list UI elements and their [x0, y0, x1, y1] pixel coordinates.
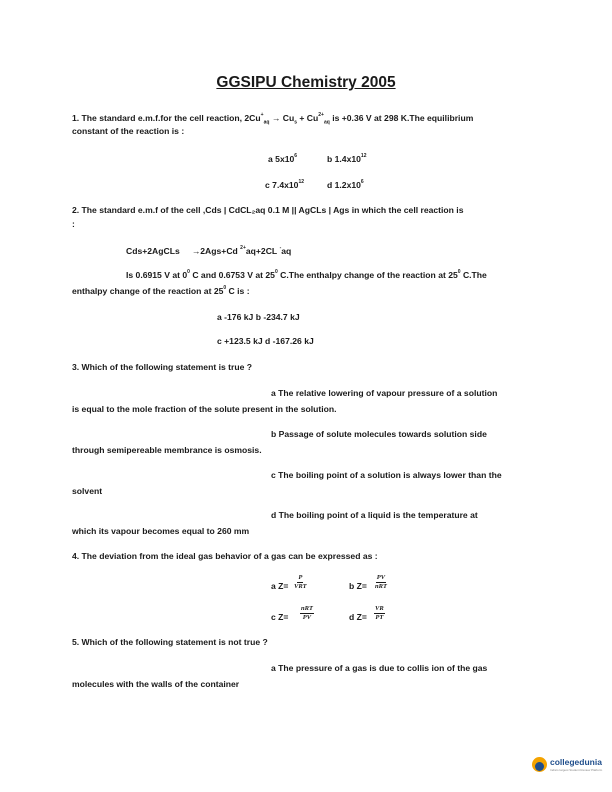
- fraction-denominator: PT: [375, 614, 384, 621]
- q1-opt-d-text: d 1.2x10: [327, 179, 361, 190]
- q2-reaction-part: →2Ags+Cd: [191, 245, 238, 256]
- q1-opt-d-exp: 6: [360, 179, 364, 185]
- q2-line3-part: C.The: [460, 269, 487, 280]
- degree-sup: 0: [223, 285, 227, 291]
- q1-option-a: [268, 152, 297, 165]
- q5-option-a-line1: a The pressure of a gas is due to collis ion of the gas: [271, 663, 488, 673]
- q4-option-d-label: d Z=: [349, 612, 367, 622]
- q2-line3-part: C and 0.6753 V at 25: [189, 269, 275, 280]
- q4-option-a-label: a Z=: [271, 581, 289, 591]
- q1-opt-a-exp: 6: [294, 153, 298, 159]
- q3-option-b-line2: through semipereable membrance is osmosis.: [72, 445, 262, 455]
- q3-option-c-line1: c The boiling point of a solution is always lower than the: [271, 470, 502, 480]
- q2-line3: [126, 268, 487, 281]
- page-title: GGSIPU Chemistry 2005: [216, 74, 396, 91]
- q1-option-b: [327, 152, 366, 165]
- q2-options-ab: a -176 kJ b -234.7 kJ: [217, 312, 300, 322]
- q1-sup: +: [260, 112, 264, 118]
- q3-option-d-line1: d The boiling point of a liquid is the temperature at: [271, 510, 478, 520]
- q4-option-d-fraction: [374, 605, 385, 622]
- logo-tagline: India's largest Student Review Platform: [550, 768, 603, 772]
- q1-sub: aq: [263, 119, 270, 126]
- q2-reaction-part: aq+2CL: [245, 245, 278, 256]
- q1-opt-c-text: c 7.4x10: [265, 179, 299, 190]
- q3-option-a-line2: is equal to the mole fraction of the solute present in the solution.: [72, 404, 337, 414]
- q2-line4-part: enthalpy change of the reaction at 25: [72, 285, 224, 296]
- question-2-line1: 2. The standard e.m.f of the cell ,Cds | CdCL₂aq 0.1 M || AgCLs | Ags in which the cell reaction is: [72, 205, 464, 215]
- q2-options-cd: c +123.5 kJ d -167.26 kJ: [217, 336, 314, 346]
- question-4-text: 4. The deviation from the ideal gas behavior of a gas can be expressed as :: [72, 551, 378, 561]
- q2-reaction-sup: -: [279, 245, 282, 251]
- q4-option-a-fraction: [294, 574, 307, 591]
- q2-reaction: [126, 244, 291, 257]
- q2-line3-part: C.The enthalpy change of the reaction at 25: [277, 269, 458, 280]
- degree-sup: 0: [187, 269, 190, 275]
- q3-option-c-line2: solvent: [72, 486, 103, 496]
- fraction-numerator: nRT: [301, 605, 313, 612]
- logo-text: collegedunia: [550, 757, 602, 767]
- q4-option-b-fraction: [375, 574, 387, 591]
- fraction-numerator: PV: [376, 574, 386, 581]
- q1-opt-b-exp: 12: [360, 153, 367, 159]
- fraction-numerator: VR: [375, 605, 384, 612]
- fraction-denominator: nRT: [375, 583, 387, 590]
- q1-part: + Cu: [297, 112, 319, 123]
- collegedunia-logo[interactable]: [532, 755, 606, 777]
- q1-option-c: [265, 178, 304, 191]
- q1-sup: 2+: [318, 112, 324, 118]
- q4-option-c-fraction: [300, 605, 314, 622]
- question-5-text: 5. Which of the following statement is not true ?: [72, 637, 268, 647]
- degree-sup: 0: [274, 269, 278, 275]
- q2-line3-part: Is 0.6915 V at 0: [126, 269, 188, 280]
- q4-option-c-label: c Z=: [271, 612, 289, 622]
- q2-reaction-part: aq: [281, 245, 292, 256]
- q1-opt-c-exp: 12: [298, 179, 305, 185]
- q3-option-b-line1: b Passage of solute molecules towards solution side: [271, 429, 487, 439]
- q1-sub: s: [294, 119, 298, 126]
- q1-opt-a-text: a 5x10: [268, 153, 295, 164]
- q1-sub: aq: [323, 119, 330, 126]
- fraction-denominator: VRT: [294, 583, 307, 590]
- fraction-denominator: PV: [302, 614, 312, 621]
- question-3-text: 3. Which of the following statement is true ?: [72, 362, 252, 372]
- fraction-numerator: P: [298, 574, 303, 581]
- q1-part: → Cu: [269, 112, 295, 123]
- q2-reaction-sup: 2+: [240, 245, 246, 251]
- q2-line4: [72, 284, 250, 297]
- q4-option-b-label: b Z=: [349, 581, 367, 591]
- q1-opt-b-text: b 1.4x10: [327, 153, 361, 164]
- q2-line4-part: C is :: [226, 285, 250, 296]
- q2-reaction-part: Cds+2AgCLs: [126, 245, 180, 256]
- logo-face-icon: [535, 762, 544, 771]
- logo-mascot-icon: [532, 757, 547, 772]
- question-1-line2: constant of the reaction is :: [72, 126, 185, 136]
- q3-option-a-line1: a The relative lowering of vapour pressure of a solution: [271, 388, 498, 398]
- question-2-line2: :: [72, 219, 75, 229]
- degree-sup: 0: [457, 269, 461, 275]
- q1-part: is +0.36 V at 298 K.The equilibrium: [329, 112, 474, 123]
- q5-option-a-line2: molecules with the walls of the container: [72, 679, 240, 689]
- q3-option-d-line2: which its vapour becomes equal to 260 mm: [72, 526, 250, 536]
- q1-option-d: [327, 178, 364, 191]
- q1-part: 1. The standard e.m.f.for the cell reaction, 2Cu: [72, 112, 261, 123]
